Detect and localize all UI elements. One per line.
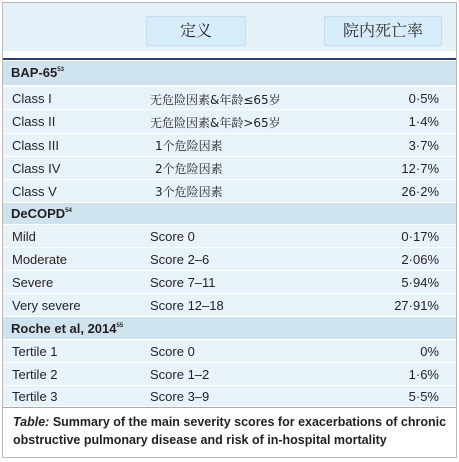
row-definition: Score 1–2 — [150, 367, 210, 382]
row-name: Class II — [12, 114, 56, 129]
table-row — [3, 271, 456, 293]
row-definition: 无危险因素&年龄>65岁 — [150, 116, 281, 130]
row-name: Tertile 3 — [12, 389, 58, 404]
table-row — [3, 225, 456, 247]
caption-label: Table: — [13, 415, 50, 429]
row-name: Class I — [12, 91, 52, 106]
row-name: Class V — [12, 184, 57, 199]
section-ref: 53 — [57, 67, 64, 73]
header-rule — [3, 58, 456, 60]
definition-column-header: 定义 — [146, 16, 246, 46]
table-row — [3, 248, 456, 270]
row-name: Mild — [12, 229, 36, 244]
table-row — [3, 386, 456, 406]
row-definition: Score 3–9 — [150, 389, 210, 404]
table-header — [3, 3, 456, 51]
row-name: Severe — [12, 275, 54, 290]
row-name: Very severe — [12, 298, 81, 313]
row-mortality: 26·2% — [401, 184, 439, 199]
row-definition: Score 0 — [150, 229, 195, 244]
row-definition: 2个危险因素 — [155, 162, 223, 176]
mortality-column-header: 院内死亡率 — [324, 16, 442, 46]
row-mortality: 2·06% — [401, 252, 439, 267]
row-definition: Score 2–6 — [150, 252, 210, 267]
row-mortality: 1·4% — [408, 114, 439, 129]
row-mortality: 27·91% — [394, 298, 439, 313]
row-mortality: 0·5% — [408, 91, 439, 106]
section-ref: 54 — [65, 208, 72, 214]
row-definition: Score 7–11 — [150, 275, 216, 290]
section-title: DeCOPD$^{54}$ — [11, 206, 72, 221]
table-row — [3, 363, 456, 385]
table-row — [3, 294, 456, 316]
row-mortality: 0% — [420, 344, 439, 359]
row-definition: 1个危险因素 — [155, 139, 223, 153]
row-name: Moderate — [12, 252, 67, 267]
section-title: Roche et al, 2014$^{55}$ — [11, 321, 124, 336]
section-header-roche — [3, 317, 456, 339]
section-header-bap65 — [3, 61, 456, 85]
row-mortality: 0·17% — [401, 229, 439, 244]
table-row — [3, 87, 456, 109]
table-row — [3, 110, 456, 133]
row-name: Tertile 2 — [12, 367, 58, 382]
section-header-decopd — [3, 203, 456, 224]
row-name: Tertile 1 — [12, 344, 58, 359]
row-mortality: 3·7% — [408, 138, 439, 153]
row-name: Class IV — [12, 161, 61, 176]
section-title: BAP-$65^{53}$ — [11, 65, 64, 80]
section-ref: 55 — [116, 323, 124, 329]
row-name: Class III — [12, 138, 59, 153]
caption-text: Summary of the main severity scores for exacerbations of chronic obstructive pulmonary disease and risk of in-hospital mortality — [13, 415, 447, 447]
table-row — [3, 157, 456, 179]
row-definition: 无危险因素&年龄≤65岁 — [150, 93, 281, 107]
row-mortality: 5·5% — [408, 389, 439, 404]
row-definition: 3个危险因素 — [155, 185, 223, 199]
table-row — [3, 180, 456, 202]
table-row — [3, 134, 456, 156]
table-figure — [2, 2, 457, 458]
row-definition: Score 0 — [150, 344, 195, 359]
row-mortality: 5·94% — [401, 275, 439, 290]
row-mortality: 12·7% — [401, 161, 439, 176]
row-definition: Score 12–18 — [150, 298, 224, 313]
row-mortality: 1·6% — [408, 367, 439, 382]
table-row — [3, 340, 456, 362]
table-caption — [3, 407, 456, 457]
